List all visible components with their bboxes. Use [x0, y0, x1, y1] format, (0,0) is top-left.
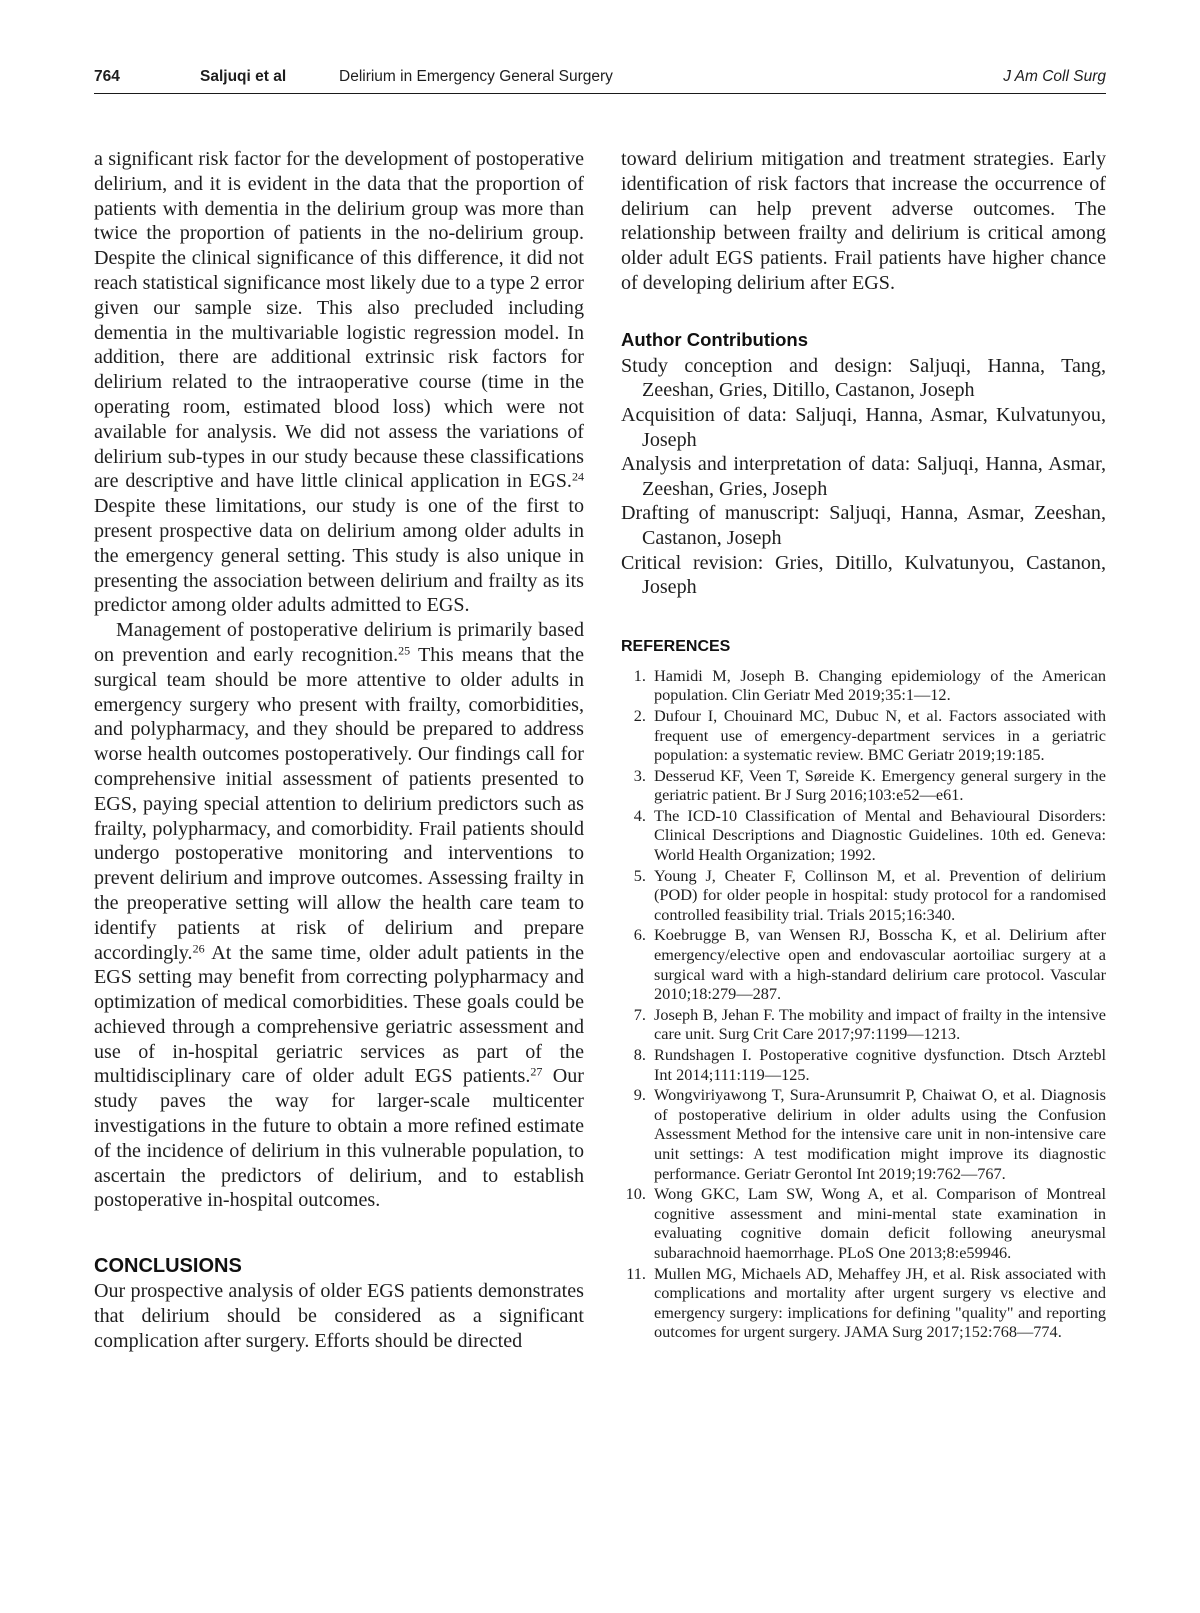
right-column	[621, 147, 1106, 1343]
reference-item: 3. Desserud KF, Veen T, Søreide K. Emergency general surgery in the geriatric patient. Br J Surg 2016;103:e52—e61.	[621, 766, 1106, 805]
running-authors: Saljuqi et al	[200, 68, 287, 85]
running-title: Delirium in Emergency General Surgery	[339, 68, 613, 85]
conclusions-heading: CONCLUSIONS	[94, 1255, 242, 1278]
reference-list	[621, 666, 1106, 1342]
citation-superscript: 27	[530, 1064, 543, 1079]
citation-superscript: 25	[398, 643, 411, 658]
reference-item: 9. Wongviriyawong T, Sura-Arunsumrit P, Chaiwat O, et al. Diagnosis of postoperative delirium in older adults using the Confusion Assessment Method for the intensive care unit in non-intensive care unit settings: A test modification might improve its diagnostic performance. Geriatr Gerontol Int 2019;19:762—767.	[621, 1085, 1106, 1183]
reference-number: 6.	[633, 925, 646, 945]
reference-number: 10.	[625, 1184, 646, 1204]
running-header	[94, 64, 1106, 94]
conclusions-continuation: toward delirium mitigation and treatment strategies. Early identification of risk factors that increase the occurrence of delirium can help prevent adverse outcomes. The relationship between frailty and delirium is critical among older adult EGS patients. Frail patients have higher chance of developing delirium after EGS.	[621, 148, 1106, 294]
author-contributions-heading: Author Contributions	[621, 328, 809, 350]
references-heading: REFERENCES	[621, 637, 731, 655]
reference-number: 11.	[626, 1263, 646, 1283]
discussion-paragraph-limitations: a significant risk factor for the development of postoperative delirium, and it is evident in the data that the proportion of patients with dementia in the delirium group was more than twice the proportion of patients in the no-delirium group. Despite the clinical significance of this difference, it did not reach statistical significance most likely due to a type 2 error given our sample size. This also precluded including dementia in the multivariable logistic regression model. In addition, there are additional extrinsic risk factors for delirium related to the intraoperative course (time in the operating room, estimated blood loss) which were not available for analysis. We did not assess the variations of delirium sub-types in our study because these classifications are descriptive and have little clinical application in EGS.$^{24}$ Despite these limitations, our study is one of the first to present prospective data on delirium among older adults in the emergency general setting. This study is also unique in presenting the association between delirium and frailty as its predictor among older adults admitted to EGS.	[94, 148, 584, 617]
reference-number: 9.	[633, 1085, 646, 1105]
reference-number: 4.	[633, 805, 646, 825]
author-contributions-list	[621, 354, 1106, 600]
reference-item: 11. Mullen MG, Michaels AD, Mehaffey JH, et al. Risk associated with complications and mortality after urgent surgery vs elective and emergency surgery: implications for defining "quality" and reporting outcomes for urgent surgery. JAMA Surg 2017;152:768—774.	[621, 1264, 1106, 1342]
reference-item: 8. Rundshagen I. Postoperative cognitive dysfunction. Dtsch Arztebl Int 2014;111:119—125.	[621, 1045, 1106, 1084]
contribution-item: Critical revision: Gries, Ditillo, Kulvatunyou, Castanon, Joseph	[621, 551, 1106, 599]
reference-number: 1.	[633, 665, 646, 685]
contribution-item: Analysis and interpretation of data: Saljuqi, Hanna, Asmar, Zeeshan, Gries, Joseph	[621, 453, 1106, 500]
reference-item: 4. The ICD-10 Classification of Mental and Behavioural Disorders: Clinical Descriptions and Diagnostic Guidelines. 10th ed. Geneva: World Health Organization; 1992.	[621, 806, 1106, 865]
citation-superscript: 26	[192, 940, 205, 955]
reference-number: 8.	[633, 1045, 646, 1064]
reference-item: 5. Young J, Cheater F, Collinson M, et al. Prevention of delirium (POD) for older people in hospital: study protocol for a randomised controlled feasibility trial. Trials 2015;16:340.	[621, 866, 1106, 925]
reference-item: 1. Hamidi M, Joseph B. Changing epidemiology of the American population. Clin Geriatr Med 2019;35:1—12.	[621, 666, 1106, 705]
reference-item: 7. Joseph B, Jehan F. The mobility and impact of frailty in the intensive care unit. Surg Crit Care 2017;97:1199—1213.	[621, 1005, 1106, 1044]
reference-number: 3.	[633, 765, 646, 785]
left-column	[94, 147, 584, 1354]
reference-item: 2. Dufour I, Chouinard MC, Dubuc N, et al. Factors associated with frequent use of emergency-department services in a geriatric population: a systematic review. BMC Geriatr 2019;19:185.	[621, 706, 1106, 765]
citation-superscript: 24	[571, 469, 584, 484]
page-number: 764	[94, 68, 120, 85]
journal-name: J Am Coll Surg	[1003, 68, 1106, 85]
contribution-item: Drafting of manuscript: Saljuqi, Hanna, Asmar, Zeeshan, Castanon, Joseph	[621, 502, 1106, 549]
conclusions-paragraph: Our prospective analysis of older EGS patients demonstrates that delirium should be considered as a significant complication after surgery. Efforts should be directed	[94, 1280, 584, 1352]
reference-number: 2.	[633, 705, 646, 725]
contribution-item: Acquisition of data: Saljuqi, Hanna, Asmar, Kulvatunyou, Joseph	[621, 403, 1106, 451]
reference-item: 10. Wong GKC, Lam SW, Wong A, et al. Comparison of Montreal cognitive assessment and mini-mental state examination in evaluating cognitive domain deficit following aneurysmal subarachnoid haemorrhage. PLoS One 2013;8:e59946.	[621, 1184, 1106, 1262]
discussion-paragraph-management: Management of postoperative delirium is primarily based on prevention and early recognition.$^{25}$ This means that the surgical team should be more attentive to older adults in emergency surgery who present with frailty, comorbidities, and polypharmacy, and they should be prepared to address worse health outcomes postoperatively. Our findings call for comprehensive initial assessment of patients presented to EGS, paying special attention to delirium predictors such as frailty, polypharmacy, and comorbidity. Frail patients should undergo postoperative monitoring and interventions to prevent delirium and improve outcomes. Assessing frailty in the preoperative setting will allow the health care team to identify patients at risk of delirium and prepare accordingly.$^{26}$ At the same time, older adult patients in the EGS setting may benefit from correcting polypharmacy and optimization of medical comorbidities. These goals could be achieved through a comprehensive geriatric assessment and use of in-hospital geriatric services as part of the multidisciplinary care of older adult EGS patients.$^{27}$ Our study paves the way for larger-scale multicenter investigations in the future to obtain a more refined estimate of the incidence of delirium in this vulnerable population, to ascertain the predictors of delirium, and to establish postoperative in-hospital outcomes.	[94, 619, 584, 1212]
reference-number: 5.	[633, 865, 646, 885]
reference-number: 7.	[633, 1004, 646, 1024]
reference-item: 6. Koebrugge B, van Wensen RJ, Bosscha K, et al. Delirium after emergency/elective open and endovascular aortoiliac surgery at a surgical ward with a high-standard delirium care protocol. Vascular 2010;18:279—287.	[621, 925, 1106, 1003]
contribution-item: Study conception and design: Saljuqi, Hanna, Tang, Zeeshan, Gries, Ditillo, Castanon, Joseph	[621, 354, 1106, 402]
